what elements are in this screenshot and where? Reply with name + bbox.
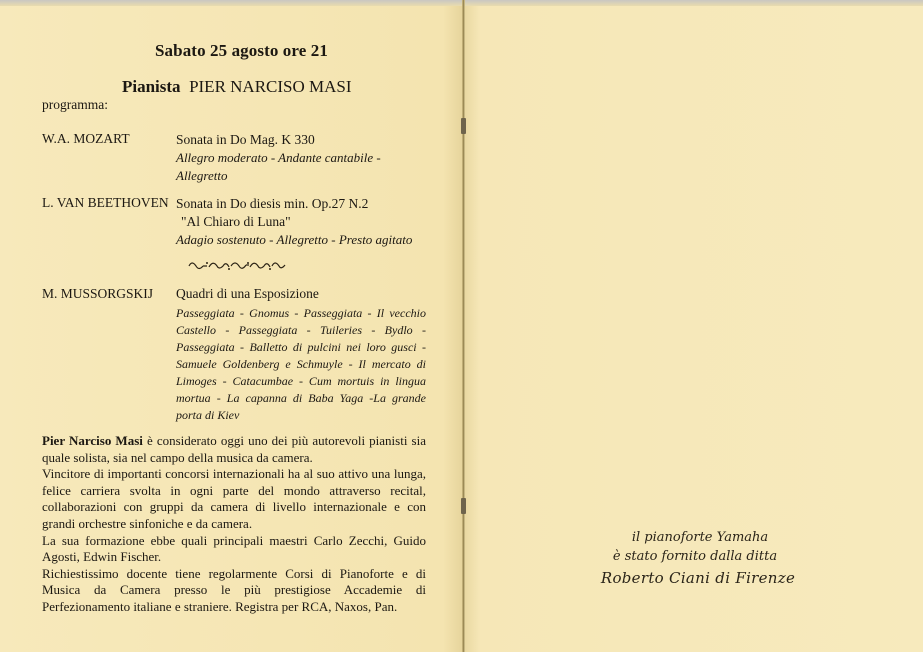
movements-mussorgskij: Passeggiata - Gnomus - Passeggiata - Il vecchio Castello - Passeggiata - Tuileries - Bydlo - Passeggiata - Balletto di pulcini nei loro gusci - Samuele Goldenberg e Schmuyle - Il mercato di Limoges - Catacumbae - Cum mortuis in lingua mortua - La capanna di Baba Yaga -La grande porta di Kiev — [176, 306, 426, 422]
pianist-name: PIER NARCISO MASI — [189, 77, 352, 96]
ornament-divider-icon — [187, 257, 287, 273]
work-subtitle: "Al Chiaro di Luna" — [181, 214, 291, 229]
credit-line-3: Roberto Ciani di Firenze — [600, 569, 796, 587]
movements-line: Adagio sostenuto - Allegretto - Presto agitato — [176, 232, 413, 247]
credit-line-1: il pianoforte Yamaha — [631, 530, 769, 545]
piano-credit — [565, 528, 825, 590]
movements-line: Allegretto — [176, 168, 228, 183]
bio-paragraph-4: Richiestissimo docente tiene regolarmente Corsi di Pianoforte e di Musica da Camera presso le più prestigiose Accademie di Perfezionamento italiane e straniere. Registra per RCA, Naxos, Pan. — [42, 565, 426, 614]
work-title: Sonata in Do diesis min. Op.27 N.2 — [176, 196, 369, 211]
movements-line: Allegro moderato - Andante cantabile - — [176, 150, 381, 165]
work-mussorgskij: Quadri di una Esposizione — [176, 286, 319, 301]
pianist-role: Pianista — [122, 77, 181, 96]
composer-beethoven: L. VAN BEETHOVEN — [42, 195, 169, 210]
bio-paragraph-1 — [42, 433, 426, 466]
concert-date: Sabato 25 agosto ore 21 — [155, 41, 328, 60]
bio-paragraph-2: Vincitore di importanti concorsi internazionali ha al suo attivo una lunga, felice carriera svolta in ogni parte del mondo attraverso recital, collaborazioni con gruppi da camera di livello internazionale e con grandi orchestre sinfoniche e da camera. — [42, 466, 426, 531]
credit-line-2: è stato fornito dalla ditta — [612, 549, 778, 564]
bio-p1-text: è considerato oggi uno dei più autorevoli pianisti sia quale solista, sia nel campo della musica da camera. — [42, 433, 426, 465]
work-mozart — [176, 131, 381, 185]
pianist-biography — [42, 433, 426, 616]
composer-mussorgskij: M. MUSSORGSKIJ — [42, 286, 154, 301]
composer-mozart: W.A. MOZART — [42, 131, 130, 146]
programme-label: programma: — [42, 97, 108, 112]
work-title: Sonata in Do Mag. K 330 — [176, 132, 315, 147]
bio-lead-name: Pier Narciso Masi — [42, 433, 143, 448]
pianist-heading — [122, 77, 352, 97]
work-beethoven — [176, 195, 412, 249]
bio-paragraph-3: La sua formazione ebbe quali principali maestri Carlo Zecchi, Guido Agosti, Edwin Fischer. — [42, 532, 426, 565]
